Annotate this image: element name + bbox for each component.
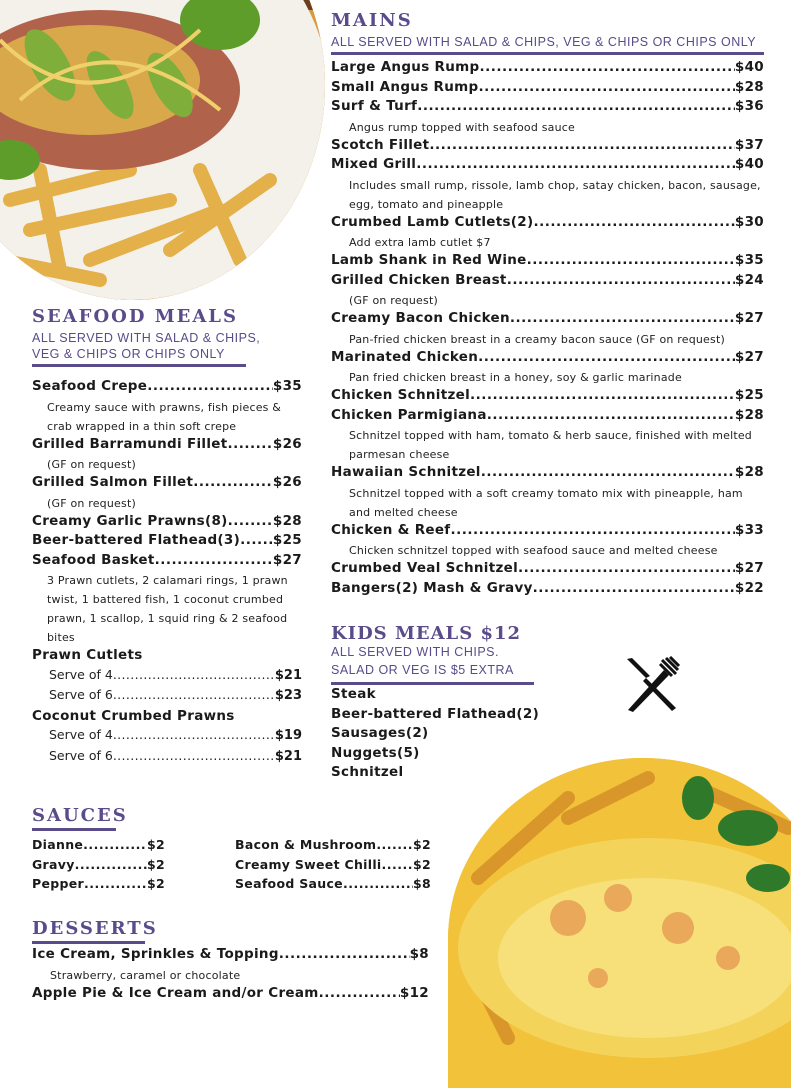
dot-leader	[527, 252, 735, 268]
menu-item	[331, 79, 764, 99]
item-name: Seafood Basket	[32, 551, 155, 568]
item-price: $28	[734, 78, 764, 95]
seafood-subtitle-1: ALL SERVED WITH SALAD & CHIPS,	[32, 331, 261, 345]
item-name: Mixed Grill	[331, 156, 417, 172]
item-price: $2	[147, 856, 165, 872]
dot-leader	[481, 464, 735, 480]
dot-leader	[450, 522, 734, 538]
item-price: $27	[734, 560, 764, 576]
menu-item	[32, 985, 429, 1005]
serve-label: Serve of 4	[49, 666, 113, 682]
menu-item	[331, 560, 764, 580]
dot-leader	[480, 59, 735, 75]
food-photo-parmigiana	[448, 758, 791, 1088]
menu-item	[32, 474, 302, 494]
dot-leader	[429, 137, 735, 153]
kids-item: Sausages(2)	[331, 725, 429, 741]
item-name: Small Angus Rump	[331, 78, 479, 95]
menu-item	[32, 946, 429, 966]
kids-rule	[331, 682, 534, 685]
menu-item-name: Coconut Crumbed Prawns	[32, 707, 235, 724]
item-description: Schnitzel topped with ham, tomato & herb sauce, finished with melted parmesan cheese	[349, 429, 752, 461]
dot-leader	[147, 378, 273, 394]
item-description: Schnitzel topped with a soft creamy tomato mix with pineapple, ham and melted cheese	[349, 486, 743, 519]
item-price: $35	[272, 378, 302, 394]
menu-item	[331, 98, 764, 118]
item-description: Chicken schnitzel topped with seafood sauce and melted cheese	[349, 544, 718, 557]
dot-leader	[533, 580, 735, 596]
item-price: $8	[409, 946, 429, 962]
item-price: $24	[734, 271, 764, 288]
item-price: $28	[272, 512, 302, 529]
serve-option	[32, 748, 302, 769]
sauces-rule	[32, 828, 116, 831]
kids-list	[331, 686, 591, 784]
kids-item: Nuggets(5)	[331, 744, 420, 761]
item-name: Bacon & Mushroom	[235, 837, 377, 852]
dot-leader	[113, 687, 275, 702]
menu-item	[331, 214, 764, 234]
item-price: $36	[734, 98, 764, 114]
dot-leader	[470, 387, 735, 403]
item-name: Crumbed Veal Schnitzel	[331, 560, 518, 576]
item-name: Seafood Crepe	[32, 378, 148, 394]
item-name: Gravy	[32, 856, 75, 872]
serve-label: Serve of 4	[49, 727, 113, 742]
menu-item	[235, 857, 431, 877]
dot-leader	[510, 310, 735, 326]
item-name: Large Angus Rump	[331, 59, 480, 75]
kids-title: KIDS MEALS $12	[331, 623, 522, 644]
item-price: $27	[272, 551, 302, 568]
item-price: $25	[734, 387, 764, 403]
kids-item: Schnitzel	[331, 764, 404, 780]
item-price: $8	[413, 876, 431, 891]
item-price: $35	[734, 252, 764, 268]
menu-item	[32, 532, 302, 552]
item-name: Marinated Chicken	[331, 348, 479, 365]
menu-item	[331, 310, 764, 330]
dot-leader	[382, 857, 413, 872]
item-price: $2	[147, 837, 165, 852]
dot-leader	[227, 436, 272, 452]
item-description: (GF on request)	[349, 294, 438, 307]
item-description: 3 Prawn cutlets, 2 calamari rings, 1 prawn twist, 1 battered fish, 1 coconut crumbed prawn, 1 scallop, 1 squid ring & 2 seafood bites	[47, 574, 288, 644]
item-price: $2	[413, 837, 431, 852]
dot-leader	[319, 985, 400, 1001]
menu-item	[331, 522, 764, 542]
menu-item	[331, 349, 764, 369]
item-description: Pan-fried chicken breast in a creamy bacon sauce (GF on request)	[349, 332, 725, 346]
dot-leader	[416, 156, 735, 172]
dot-leader	[487, 407, 735, 423]
item-name: Chicken & Reef	[331, 521, 451, 538]
serve-option	[32, 727, 302, 748]
dot-leader	[518, 560, 735, 576]
item-name: Beer-battered Flathead(3)	[32, 532, 241, 548]
menu-item	[32, 513, 302, 533]
seafood-subtitle-2: VEG & CHIPS OR CHIPS ONLY	[32, 347, 225, 361]
item-name: Surf & Turf	[331, 98, 418, 114]
item-name: Seafood Sauce	[235, 876, 343, 891]
item-price: $40	[734, 59, 764, 75]
menu-item-name: Prawn Cutlets	[32, 647, 143, 663]
item-name: Creamy Bacon Chicken	[331, 310, 510, 326]
menu-item	[32, 876, 165, 896]
menu-item	[331, 407, 764, 427]
item-price: $33	[734, 521, 764, 538]
seafood-rule	[32, 364, 246, 367]
knife-fork-icon	[624, 656, 680, 712]
mains-rule	[331, 52, 764, 55]
serve-price: $21	[274, 667, 302, 683]
sauces-right-list	[235, 837, 431, 896]
item-price: $40	[734, 156, 764, 172]
dot-leader	[417, 98, 735, 114]
menu-item	[331, 580, 764, 600]
item-name: Grilled Barramundi Fillet	[32, 435, 228, 452]
dot-leader	[75, 857, 147, 872]
item-name: Grilled Salmon Fillet	[32, 474, 194, 490]
menu-item	[331, 387, 764, 407]
item-name: Dianne	[32, 837, 84, 852]
item-name: Ice Cream, Sprinkles & Topping	[32, 946, 279, 962]
item-price: $12	[399, 984, 429, 1001]
item-name: Pepper	[32, 876, 84, 891]
item-name: Scotch Fillet	[331, 136, 430, 153]
seafood-list	[32, 378, 302, 768]
menu-item	[331, 464, 764, 484]
dot-leader	[279, 946, 410, 962]
seafood-title: SEAFOOD MEALS	[32, 306, 238, 327]
dot-leader	[478, 79, 734, 95]
menu-item	[331, 272, 764, 292]
item-price: $27	[734, 310, 764, 326]
mains-list	[331, 59, 764, 599]
dot-leader	[240, 532, 273, 548]
item-name: Chicken Parmigiana	[331, 406, 487, 423]
item-price: $30	[734, 213, 764, 230]
item-price: $2	[413, 856, 431, 872]
serve-price: $21	[274, 748, 302, 764]
sauces-left-list	[32, 837, 165, 896]
serve-option	[32, 667, 302, 688]
item-price: $25	[272, 532, 302, 548]
menu-item	[235, 876, 431, 896]
menu-item	[331, 252, 764, 272]
dot-leader	[507, 272, 735, 288]
serve-label: Serve of 6	[49, 687, 113, 702]
dot-leader	[155, 552, 273, 568]
item-description: Add extra lamb cutlet $7	[349, 236, 491, 249]
menu-item	[32, 436, 302, 456]
item-price: $2	[147, 876, 165, 891]
sauces-title: SAUCES	[32, 805, 128, 826]
item-description: Strawberry, caramel or chocolate	[50, 968, 241, 982]
item-name: Creamy Garlic Prawns(8)	[32, 512, 228, 529]
kids-item: Beer-battered Flathead(2)	[331, 705, 540, 722]
item-description: Pan fried chicken breast in a honey, soy & garlic marinade	[349, 371, 682, 384]
menu-item	[331, 156, 764, 176]
menu-item	[32, 857, 165, 877]
menu-item	[331, 59, 764, 79]
menu-item	[235, 837, 431, 857]
item-name: Chicken Schnitzel	[331, 387, 470, 403]
dot-leader	[478, 349, 735, 365]
item-price: $28	[734, 464, 764, 480]
mains-subtitle: ALL SERVED WITH SALAD & CHIPS, VEG & CHIPS OR CHIPS ONLY	[331, 35, 757, 49]
item-name: Apple Pie & Ice Cream and/or Cream	[32, 984, 319, 1001]
serve-option	[32, 687, 302, 708]
item-description: Creamy sauce with prawns, fish pieces & crab wrapped in a thin soft crepe	[47, 400, 282, 433]
item-name: Grilled Chicken Breast	[331, 271, 507, 288]
food-photo-steak-chips	[0, 0, 325, 300]
menu-item	[32, 378, 302, 398]
serve-price: $19	[274, 728, 302, 743]
menu-item	[32, 552, 302, 572]
kids-item: Steak	[331, 686, 376, 702]
item-price: $22	[734, 579, 764, 596]
dot-leader	[343, 876, 413, 891]
serve-price: $23	[274, 688, 302, 703]
item-name: Crumbed Lamb Cutlets(2)	[331, 213, 534, 230]
menu-item	[32, 837, 165, 857]
item-price: $27	[734, 348, 764, 365]
item-price: $37	[734, 136, 764, 153]
dot-leader	[533, 214, 734, 230]
item-description: (GF on request)	[47, 496, 136, 510]
dot-leader	[376, 837, 413, 852]
desserts-list	[32, 946, 429, 1004]
item-name: Bangers(2) Mash & Gravy	[331, 579, 533, 596]
desserts-rule	[32, 941, 145, 944]
item-description: Includes small rump, rissole, lamb chop, satay chicken, bacon, sausage, egg, tomato and pineapple	[349, 178, 761, 211]
item-name: Hawaiian Schnitzel	[331, 464, 481, 480]
dot-leader	[193, 474, 273, 490]
item-price: $28	[734, 406, 764, 423]
dot-leader	[113, 748, 275, 763]
serve-label: Serve of 6	[49, 747, 113, 763]
item-description: Angus rump topped with seafood sauce	[349, 120, 575, 134]
dot-leader	[83, 837, 147, 852]
item-description: (GF on request)	[47, 458, 136, 471]
menu-item	[331, 137, 764, 157]
dot-leader	[84, 876, 147, 891]
item-name: Lamb Shank in Red Wine	[331, 252, 527, 268]
mains-title: MAINS	[331, 10, 413, 31]
item-price: $26	[272, 474, 302, 490]
desserts-title: DESSERTS	[32, 918, 158, 939]
dot-leader	[113, 727, 275, 742]
kids-subtitle-2: SALAD OR VEG IS $5 EXTRA	[331, 663, 514, 677]
dot-leader	[228, 513, 273, 529]
kids-subtitle-1: ALL SERVED WITH CHIPS.	[331, 645, 499, 659]
dot-leader	[113, 667, 275, 682]
item-name: Creamy Sweet Chilli	[235, 856, 382, 872]
item-price: $26	[272, 435, 302, 452]
